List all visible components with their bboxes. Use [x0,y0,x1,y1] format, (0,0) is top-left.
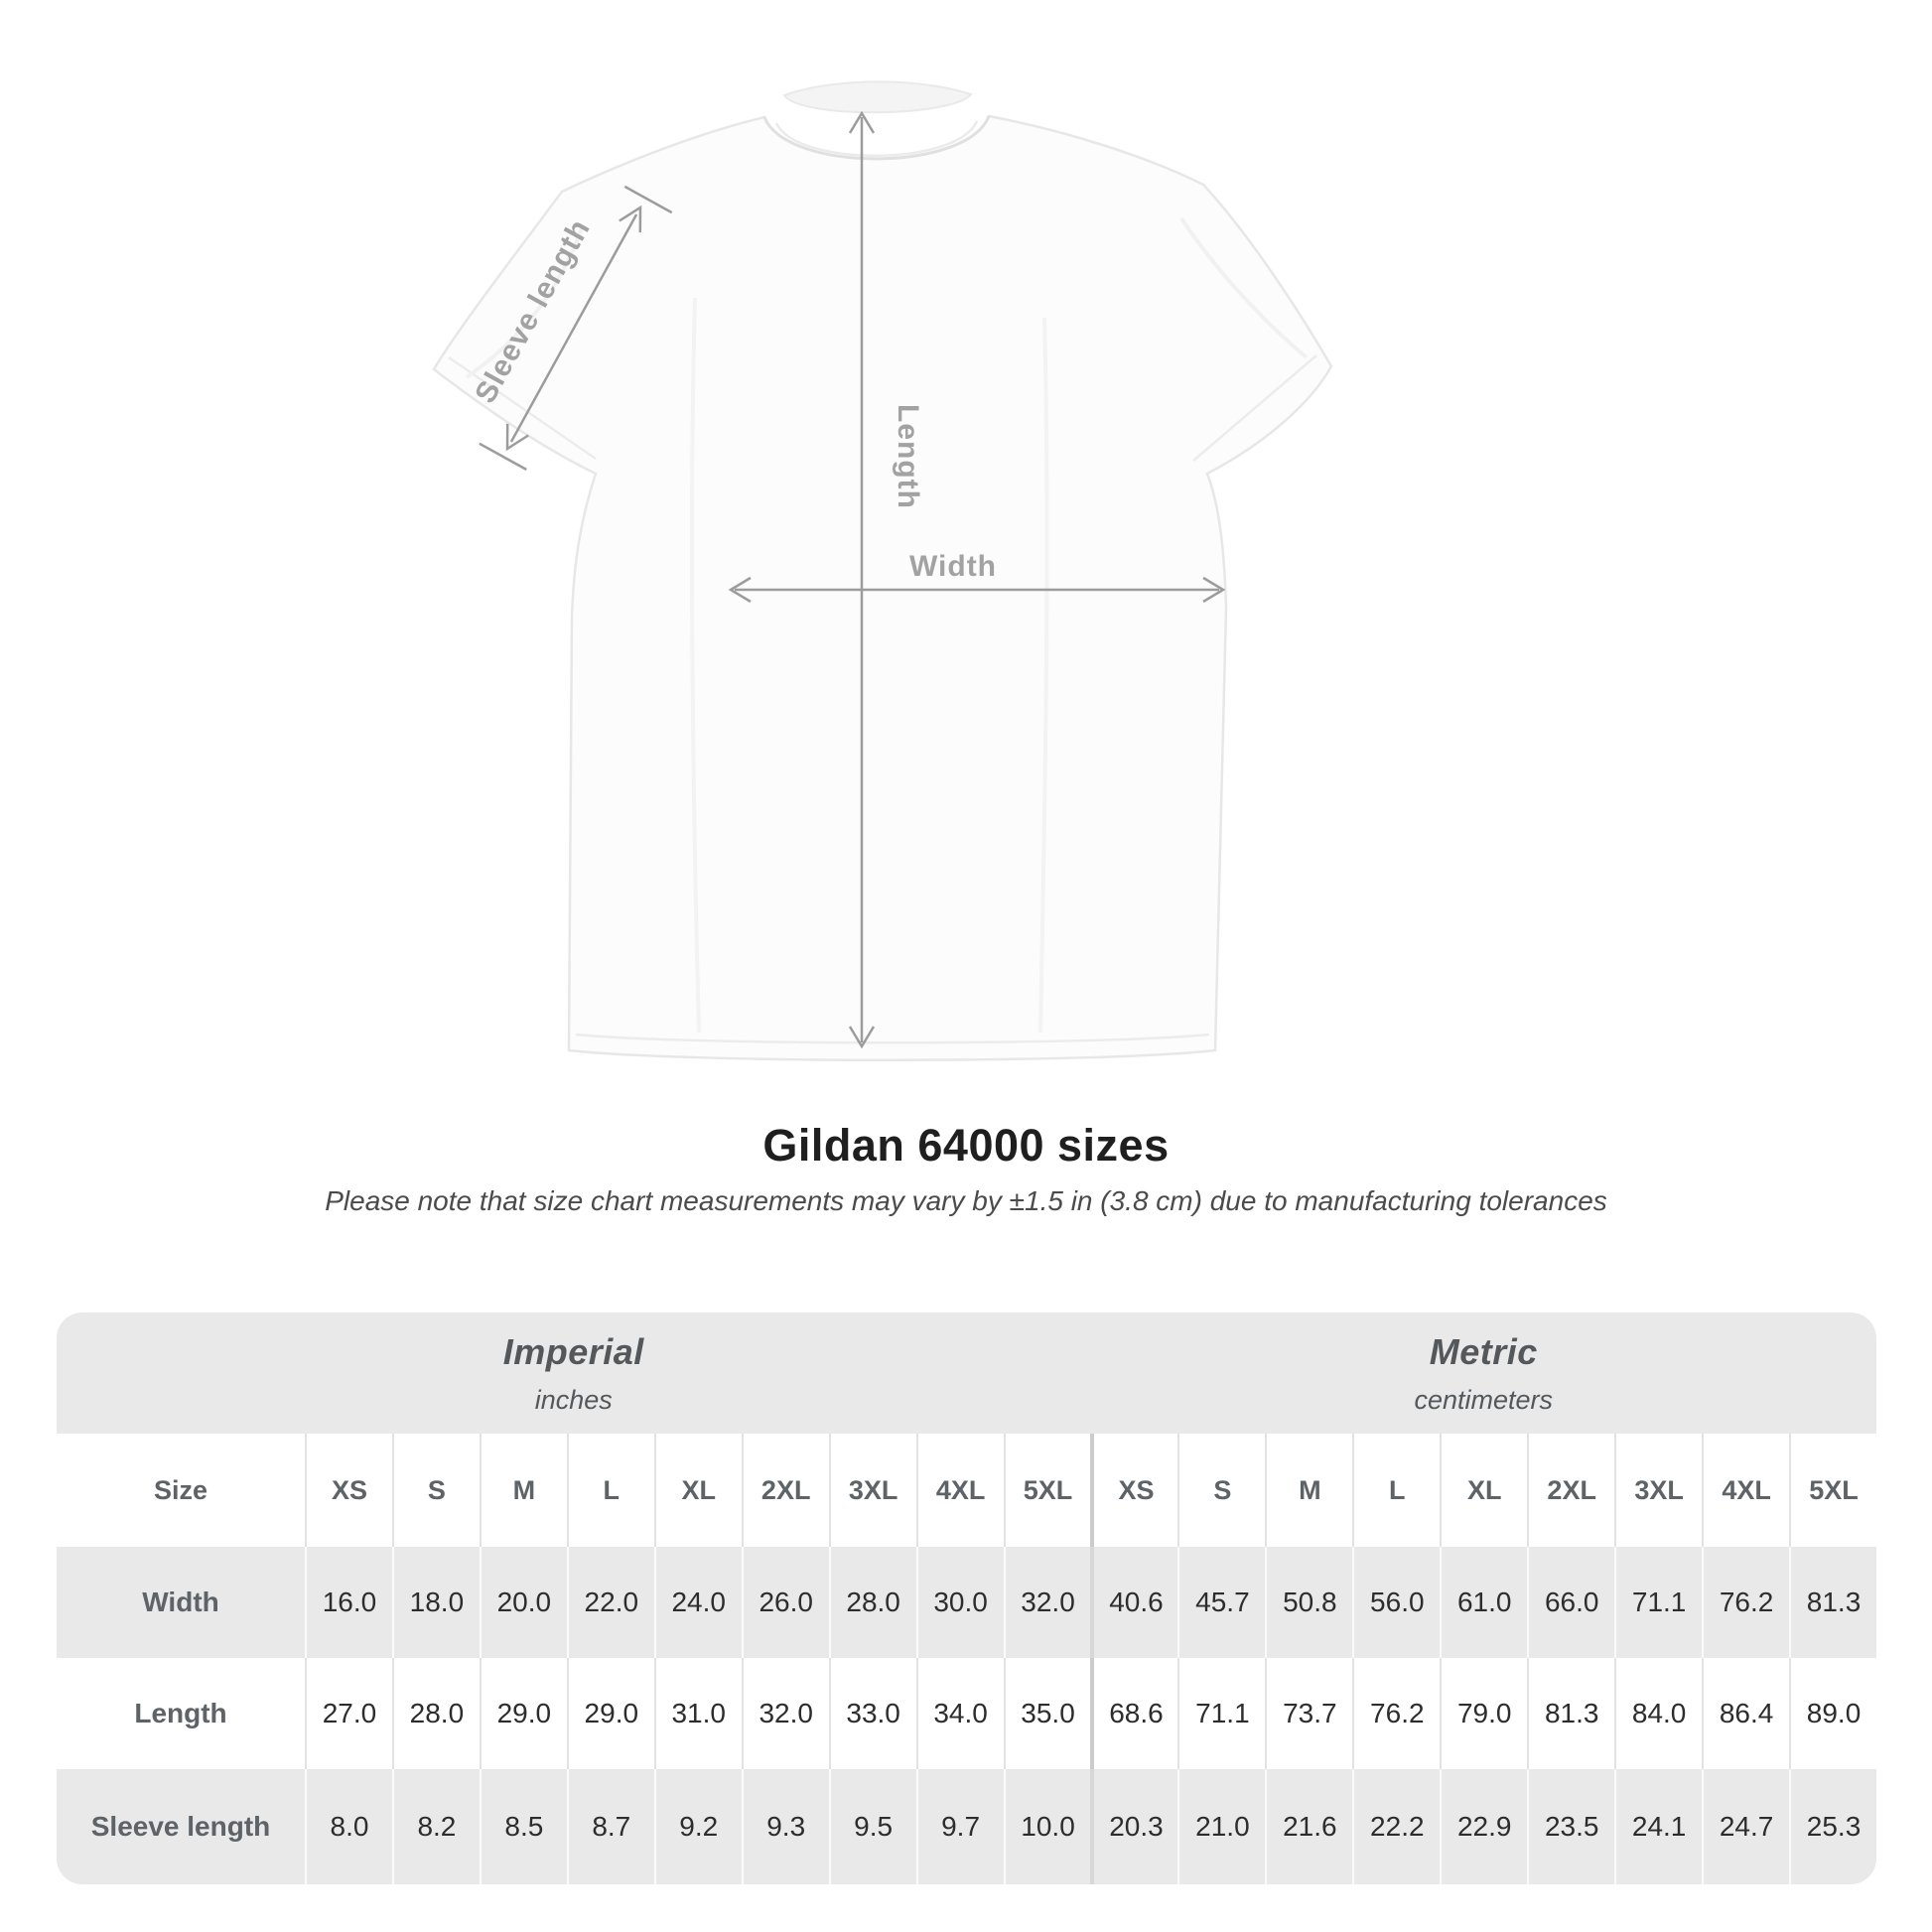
measurement-value: 24.7 [1702,1769,1789,1884]
imperial-title: Imperial [502,1330,644,1372]
imperial-header [57,1312,1091,1434]
measurement-value: 24.0 [654,1547,742,1658]
measurement-value: 22.0 [567,1547,654,1658]
measurement-value: 35.0 [1004,1658,1091,1769]
measurement-value: 21.0 [1177,1769,1265,1884]
size-column-header: XL [1440,1434,1527,1547]
measurement-value: 86.4 [1702,1658,1789,1769]
metric-unit: centimeters [1414,1384,1554,1415]
measurement-value: 76.2 [1702,1547,1789,1658]
unit-header-band [57,1312,1876,1434]
size-column-header: M [1265,1434,1352,1547]
measurement-value: 76.2 [1352,1658,1440,1769]
measurement-value: 9.2 [654,1769,742,1884]
size-column-header: 5XL [1004,1434,1091,1547]
size-corner-label: Size [153,1474,208,1505]
measurement-value: 8.7 [567,1769,654,1884]
size-column-header: XL [654,1434,742,1547]
measurement-value: 71.1 [1614,1547,1702,1658]
size-column-header: 5XL [1789,1434,1876,1547]
sleeve-length-label: Sleeve length [469,213,598,409]
measurement-value: 28.0 [829,1547,916,1658]
measurement-value: 22.2 [1352,1769,1440,1884]
measurement-value: 22.9 [1440,1769,1527,1884]
size-header-row [57,1434,1876,1547]
sleeve-length-row [57,1769,1876,1884]
measurement-value: 32.0 [1004,1547,1091,1658]
metric-title: Metric [1429,1330,1538,1372]
sleeve-length-row-label: Sleeve length [90,1811,271,1842]
length-label: Length [892,404,924,509]
size-column-header: 3XL [1614,1434,1702,1547]
size-column-header: XS [1090,1434,1177,1547]
measurement-value: 68.6 [1090,1658,1177,1769]
size-column-header: 4XL [1702,1434,1789,1547]
measurement-value: 81.3 [1789,1547,1876,1658]
measurement-value: 33.0 [829,1658,916,1769]
measurement-value: 9.5 [829,1769,916,1884]
measurement-value: 50.8 [1265,1547,1352,1658]
length-row [57,1658,1876,1769]
measurement-value: 23.5 [1527,1769,1614,1884]
size-column-header: L [1352,1434,1440,1547]
measurement-value: 79.0 [1440,1658,1527,1769]
measurement-value: 9.3 [742,1769,829,1884]
width-row [57,1547,1876,1658]
measurement-value: 21.6 [1265,1769,1352,1884]
measurement-value: 30.0 [916,1547,1004,1658]
measurement-value: 34.0 [916,1658,1004,1769]
measurement-value: 29.0 [480,1658,567,1769]
size-column-header: 3XL [829,1434,916,1547]
size-column-header: 4XL [916,1434,1004,1547]
measurement-value: 25.3 [1789,1769,1876,1884]
metric-header [1091,1312,1877,1434]
measurement-value: 8.2 [392,1769,480,1884]
measurement-value: 16.0 [305,1547,392,1658]
size-column-header: L [567,1434,654,1547]
width-row-label: Width [142,1587,219,1617]
measurement-value: 89.0 [1789,1658,1876,1769]
measurement-value: 31.0 [654,1658,742,1769]
width-label: Width [908,550,998,583]
size-column-header: S [1177,1434,1265,1547]
measurement-value: 81.3 [1527,1658,1614,1769]
measurement-value: 26.0 [742,1547,829,1658]
measurement-value: 20.0 [480,1547,567,1658]
measurement-value: 29.0 [567,1658,654,1769]
measurement-value: 10.0 [1004,1769,1091,1884]
size-column-header: 2XL [742,1434,829,1547]
measurement-value: 73.7 [1265,1658,1352,1769]
measurement-value: 40.6 [1090,1547,1177,1658]
measurement-value: 8.0 [305,1769,392,1884]
size-column-header: 2XL [1527,1434,1614,1547]
size-table [57,1312,1876,1884]
length-row-label: Length [134,1698,227,1728]
measurement-value: 61.0 [1440,1547,1527,1658]
measurement-value: 18.0 [392,1547,480,1658]
measurement-value: 45.7 [1177,1547,1265,1658]
size-column-header: S [392,1434,480,1547]
measurement-value: 8.5 [480,1769,567,1884]
heading-block [0,1120,1932,1217]
measurement-value: 28.0 [392,1658,480,1769]
measurement-value: 20.3 [1090,1769,1177,1884]
measurement-value: 66.0 [1527,1547,1614,1658]
measurement-value: 9.7 [916,1769,1004,1884]
measurement-value: 56.0 [1352,1547,1440,1658]
tolerance-note: Please note that size chart measurements may vary by ±1.5 in (3.8 cm) due to manufacturing tolerances [325,1185,1607,1216]
measurement-value: 71.1 [1177,1658,1265,1769]
page-title: Gildan 64000 sizes [762,1120,1170,1171]
measurement-value: 24.1 [1614,1769,1702,1884]
size-column-header: M [480,1434,567,1547]
measurement-value: 27.0 [305,1658,392,1769]
size-column-header: XS [305,1434,392,1547]
measurement-value: 32.0 [742,1658,829,1769]
measurement-value: 84.0 [1614,1658,1702,1769]
imperial-unit: inches [534,1384,613,1415]
